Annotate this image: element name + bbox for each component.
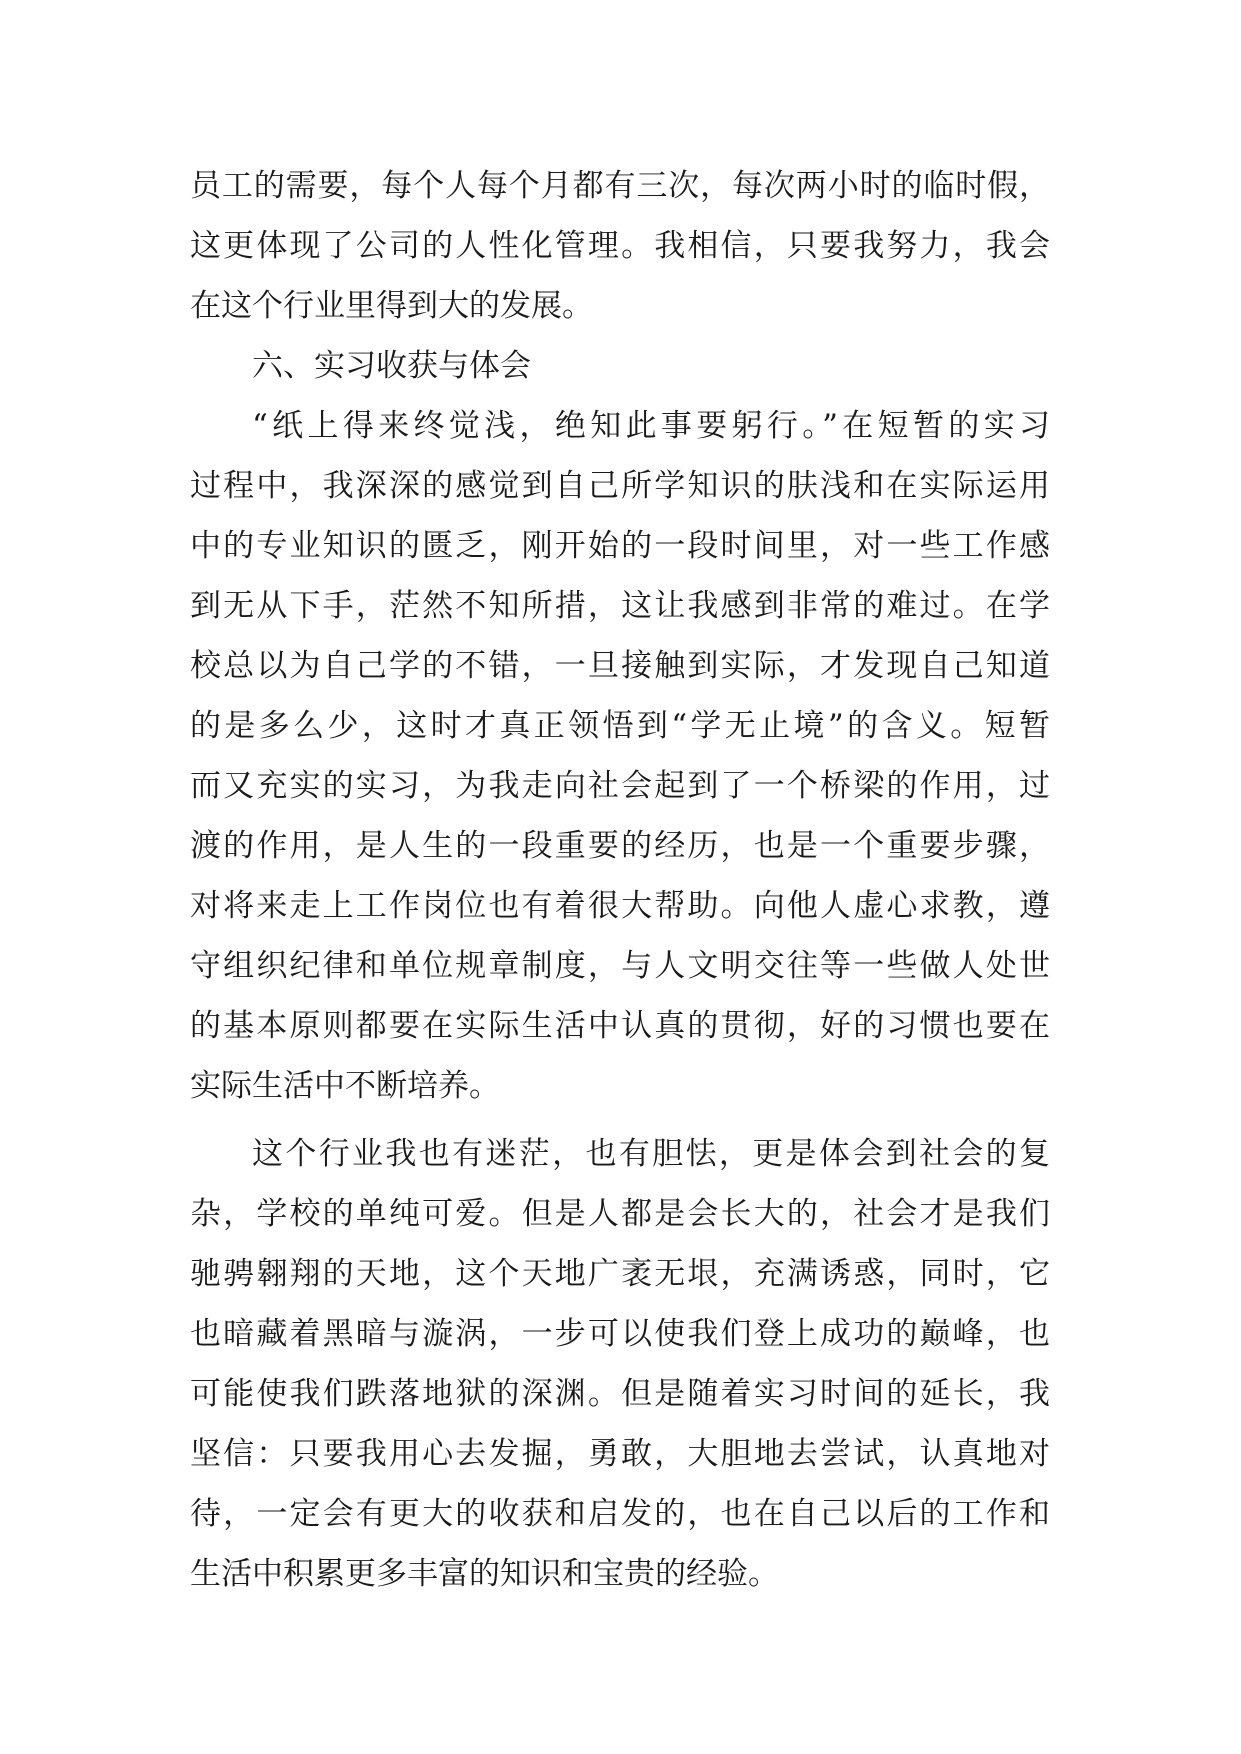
paragraph-line: 待，一定会有更大的收获和启发的，也在自己以后的工作和 (190, 1496, 1050, 1532)
paragraph-line: 守组织纪律和单位规章制度，与人文明交往等一些做人处世 (190, 948, 1050, 984)
paragraph-line: 驰骋翱翔的天地，这个天地广袤无垠，充满诱惑，同时，它 (190, 1256, 1050, 1292)
paragraph-line: 在这个行业里得到大的发展。 (190, 288, 593, 324)
paragraph-spacer (190, 1116, 1050, 1124)
section-heading: 六、实习收获与体会 (252, 348, 531, 384)
paragraph-line: 的基本原则都要在实际生活中认真的贯彻，好的习惯也要在 (190, 1008, 1050, 1044)
paragraph-line: 坚信：只要我用心去发掘，勇敢，大胆地去尝试，认真地对 (190, 1436, 1050, 1472)
paragraph-line: 校总以为自己学的不错，一旦接触到实际，才发现自己知道 (190, 648, 1050, 684)
paragraph-1 (190, 156, 1050, 336)
paragraph-line: 过程中，我深深的感觉到自己所学知识的肤浅和在实际运用 (190, 468, 1050, 504)
paragraph-line: 这更体现了公司的人性化管理。我相信，只要我努力，我会 (190, 228, 1050, 264)
paragraph-line: 杂，学校的单纯可爱。但是人都是会长大的，社会才是我们 (190, 1196, 1050, 1232)
paragraph-line: 而又充实的实习，为我走向社会起到了一个桥梁的作用，过 (190, 768, 1050, 804)
paragraph-line: 这个行业我也有迷茫，也有胆怯，更是体会到社会的复 (252, 1136, 1050, 1172)
paragraph-2 (190, 396, 1050, 1116)
paragraph-3 (190, 1124, 1050, 1604)
paragraph-line: 中的专业知识的匮乏，刚开始的一段时间里，对一些工作感 (190, 528, 1050, 564)
document-body (190, 156, 1050, 1604)
paragraph-line: 到无从下手，茫然不知所措，这让我感到非常的难过。在学 (190, 588, 1050, 624)
paragraph-line: 生活中积累更多丰富的知识和宝贵的经验。 (190, 1556, 779, 1592)
paragraph-line: 也暗藏着黑暗与漩涡，一步可以使我们登上成功的巅峰，也 (190, 1316, 1050, 1352)
paragraph-line: 的是多么少，这时才真正领悟到“学无止境”的含义。短暂 (190, 708, 1050, 744)
paragraph-line: 可能使我们跌落地狱的深渊。但是随着实习时间的延长，我 (190, 1376, 1050, 1412)
paragraph-line: 对将来走上工作岗位也有着很大帮助。向他人虚心求教，遵 (190, 888, 1050, 924)
paragraph-line: 渡的作用，是人生的一段重要的经历，也是一个重要步骤， (190, 828, 1050, 864)
paragraph-line: 员工的需要，每个人每个月都有三次，每次两小时的临时假， (190, 168, 1050, 204)
paragraph-line: 实际生活中不断培养。 (190, 1068, 500, 1104)
paragraph-line: “纸上得来终觉浅，绝知此事要躬行。”在短暂的实习 (252, 408, 1050, 444)
